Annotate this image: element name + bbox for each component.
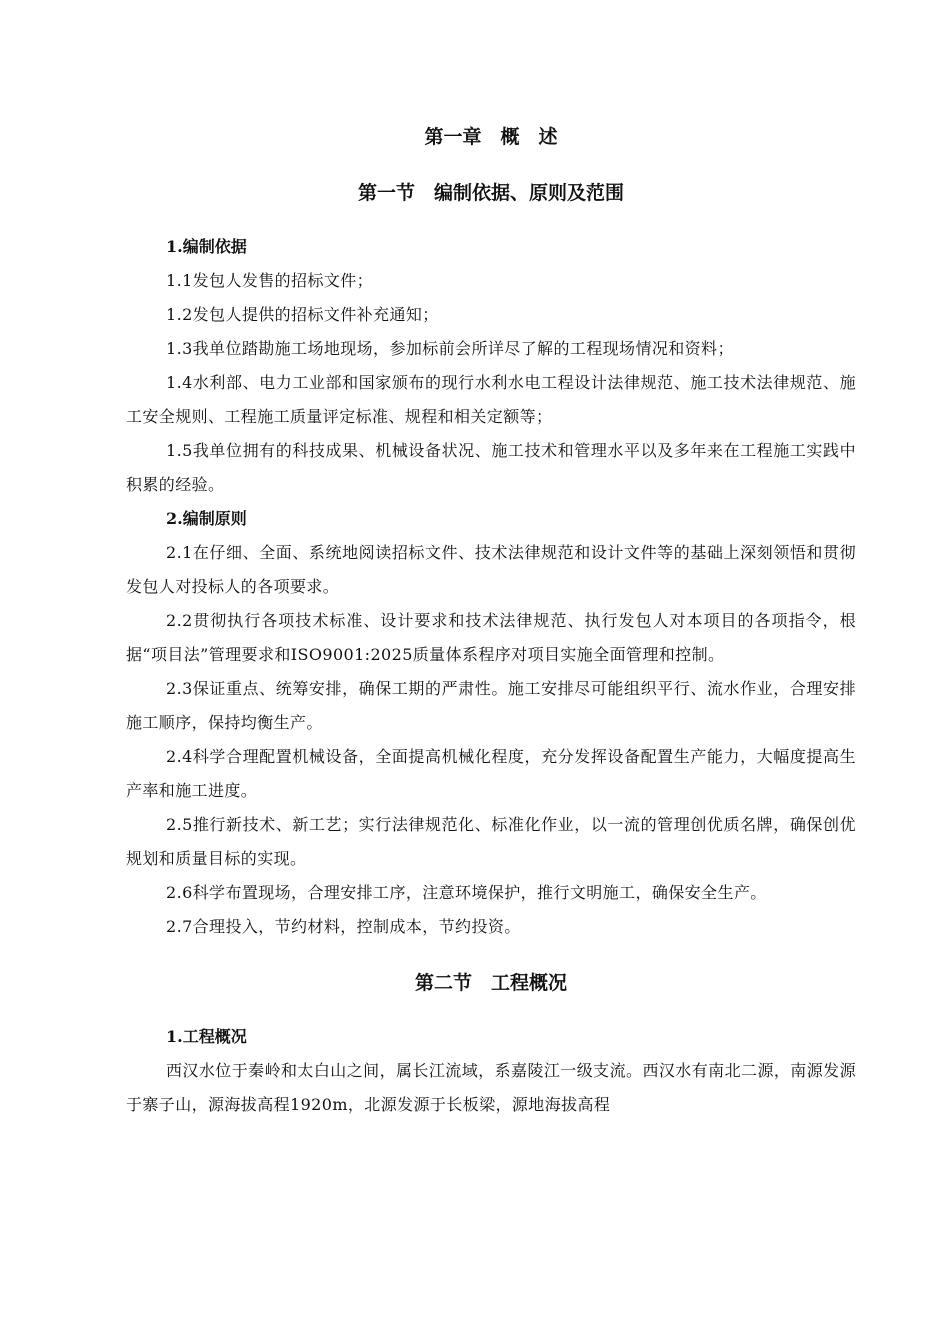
paragraph-principle-2-6: 2.6科学布置现场，合理安排工序，注意环境保护，推行文明施工，确保安全生产。 xyxy=(166,883,767,902)
chapter-title: 第一章 概 述 xyxy=(424,126,558,148)
subheading-basis: 1.编制依据 xyxy=(166,237,247,256)
section-title-1: 第一节 编制依据、原则及范围 xyxy=(357,182,624,204)
paragraph-basis-1-4: 1.4水利部、电力工业部和国家颁布的现行水利水电工程设计法律规范、施工技术法律规范、施工安全规则、工程施工质量评定标准、规程和相关定额等； xyxy=(126,373,856,426)
paragraph-principle-2-3: 2.3保证重点、统筹安排，确保工期的严肃性。施工安排尽可能组织平行、流水作业，合理安排施工顺序，保持均衡生产。 xyxy=(126,679,856,732)
subheading-principles: 2.编制原则 xyxy=(166,509,247,528)
section-title-2: 第二节 工程概况 xyxy=(414,972,567,994)
paragraph-principle-2-2: 2.2贯彻执行各项技术标准、设计要求和技术法律规范、执行发包人对本项目的各项指令，根据“项目法”管理要求和ISO9001:2025质量体系程序对项目实施全面管理和控制。 xyxy=(126,611,856,664)
paragraph-basis-1-3: 1.3我单位踏勘施工场地现场，参加标前会所详尽了解的工程现场情况和资料； xyxy=(166,339,734,358)
paragraph-basis-1-1: 1.1发包人发售的招标文件； xyxy=(166,271,374,290)
paragraph-principle-2-4: 2.4科学合理配置机械设备，全面提高机械化程度，充分发挥设备配置生产能力，大幅度提高生产率和施工进度。 xyxy=(126,747,856,800)
paragraph-overview-1: 西汉水位于秦岭和太白山之间，属长江流域，系嘉陵江一级支流。西汉水有南北二源，南源发源于寨子山，源海拔高程1920m，北源发源于长板梁，源地海拔高程 xyxy=(126,1061,856,1114)
paragraph-principle-2-7: 2.7合理投入，节约材料，控制成本，节约投资。 xyxy=(166,917,521,936)
paragraph-basis-1-5: 1.5我单位拥有的科技成果、机械设备状况、施工技术和管理水平以及多年来在工程施工实践中积累的经验。 xyxy=(126,441,856,494)
paragraph-principle-2-5: 2.5推行新技术、新工艺；实行法律规范化、标准化作业，以一流的管理创优质名牌，确保创优规划和质量目标的实现。 xyxy=(126,815,856,868)
paragraph-basis-1-2: 1.2发包人提供的招标文件补充通知； xyxy=(166,305,439,324)
paragraph-principle-2-1: 2.1在仔细、全面、系统地阅读招标文件、技术法律规范和设计文件等的基础上深刻领悟和贯彻发包人对投标人的各项要求。 xyxy=(126,543,856,596)
subheading-overview: 1.工程概况 xyxy=(166,1027,247,1046)
document-content xyxy=(126,120,856,1122)
